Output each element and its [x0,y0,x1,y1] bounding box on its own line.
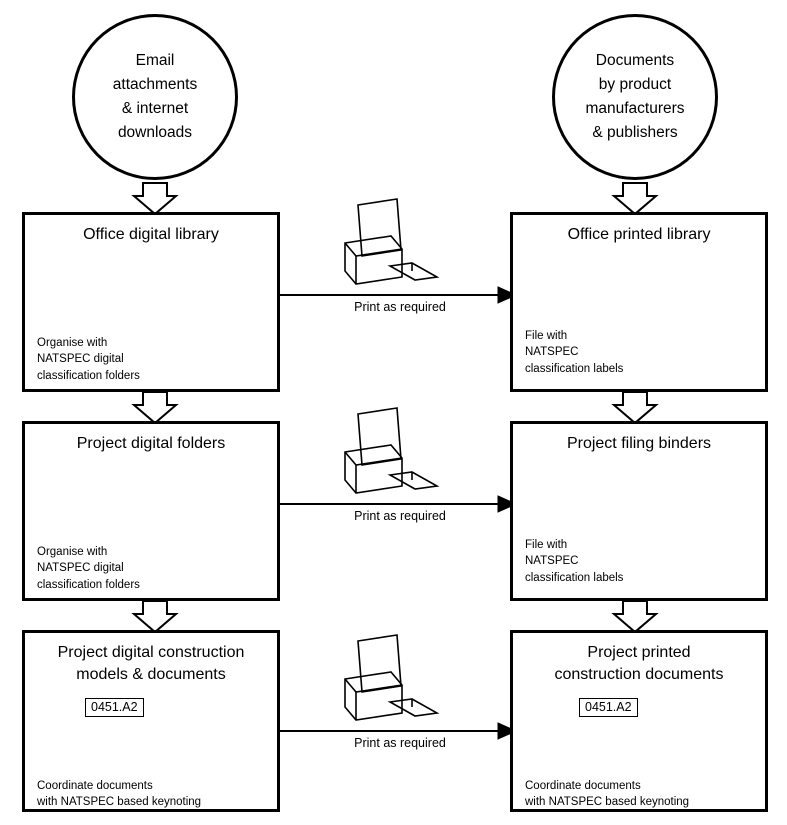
stage-note: Organise with NATSPEC digital classification folders [37,546,140,591]
stage-title: Project printed construction documents [554,644,724,683]
printer-icon [345,199,437,284]
stage-office-printed-library [510,212,768,392]
block-arrow-down-icon [134,392,176,423]
stage-note: File with NATSPEC classification labels [525,539,624,584]
stage-title: Project digital folders [76,435,226,452]
print-as-required-label: Print as required [354,509,446,523]
keynote-code-label: 0451.A2 [579,698,638,717]
block-arrow-down-icon [614,392,656,423]
stage-note: Coordinate documents with NATSPEC based keynoting [37,780,202,809]
print-as-required-label: Print as required [354,300,446,314]
documents-source-label: Documents by product manufacturers & publishers [585,51,685,142]
stage-project-filing-binders [510,421,768,601]
stage-note: File with NATSPEC classification labels [525,330,624,375]
printer-icon [345,635,437,720]
stage-project-printed-construction [510,630,768,812]
block-arrow-down-icon [134,601,176,632]
stage-office-digital-library [22,212,280,392]
stage-note: Organise with NATSPEC digital classification folders [37,337,140,382]
stage-project-digital-construction [22,630,280,812]
stage-project-digital-folders [22,421,280,601]
block-arrow-down-icon [134,183,176,214]
block-arrow-down-icon [614,601,656,632]
printer-icon [345,408,437,493]
stage-title: Office digital library [83,226,219,243]
stage-title: Office printed library [567,226,711,243]
email-source-label: Email attachments & internet downloads [112,51,198,142]
block-arrow-down-icon [614,183,656,214]
stage-title: Project digital construction models & documents [57,644,245,683]
keynote-code-label: 0451.A2 [85,698,144,717]
print-as-required-label: Print as required [354,736,446,750]
stage-title: Project filing binders [566,435,712,452]
stage-note: Coordinate documents with NATSPEC based keynoting [525,780,690,809]
